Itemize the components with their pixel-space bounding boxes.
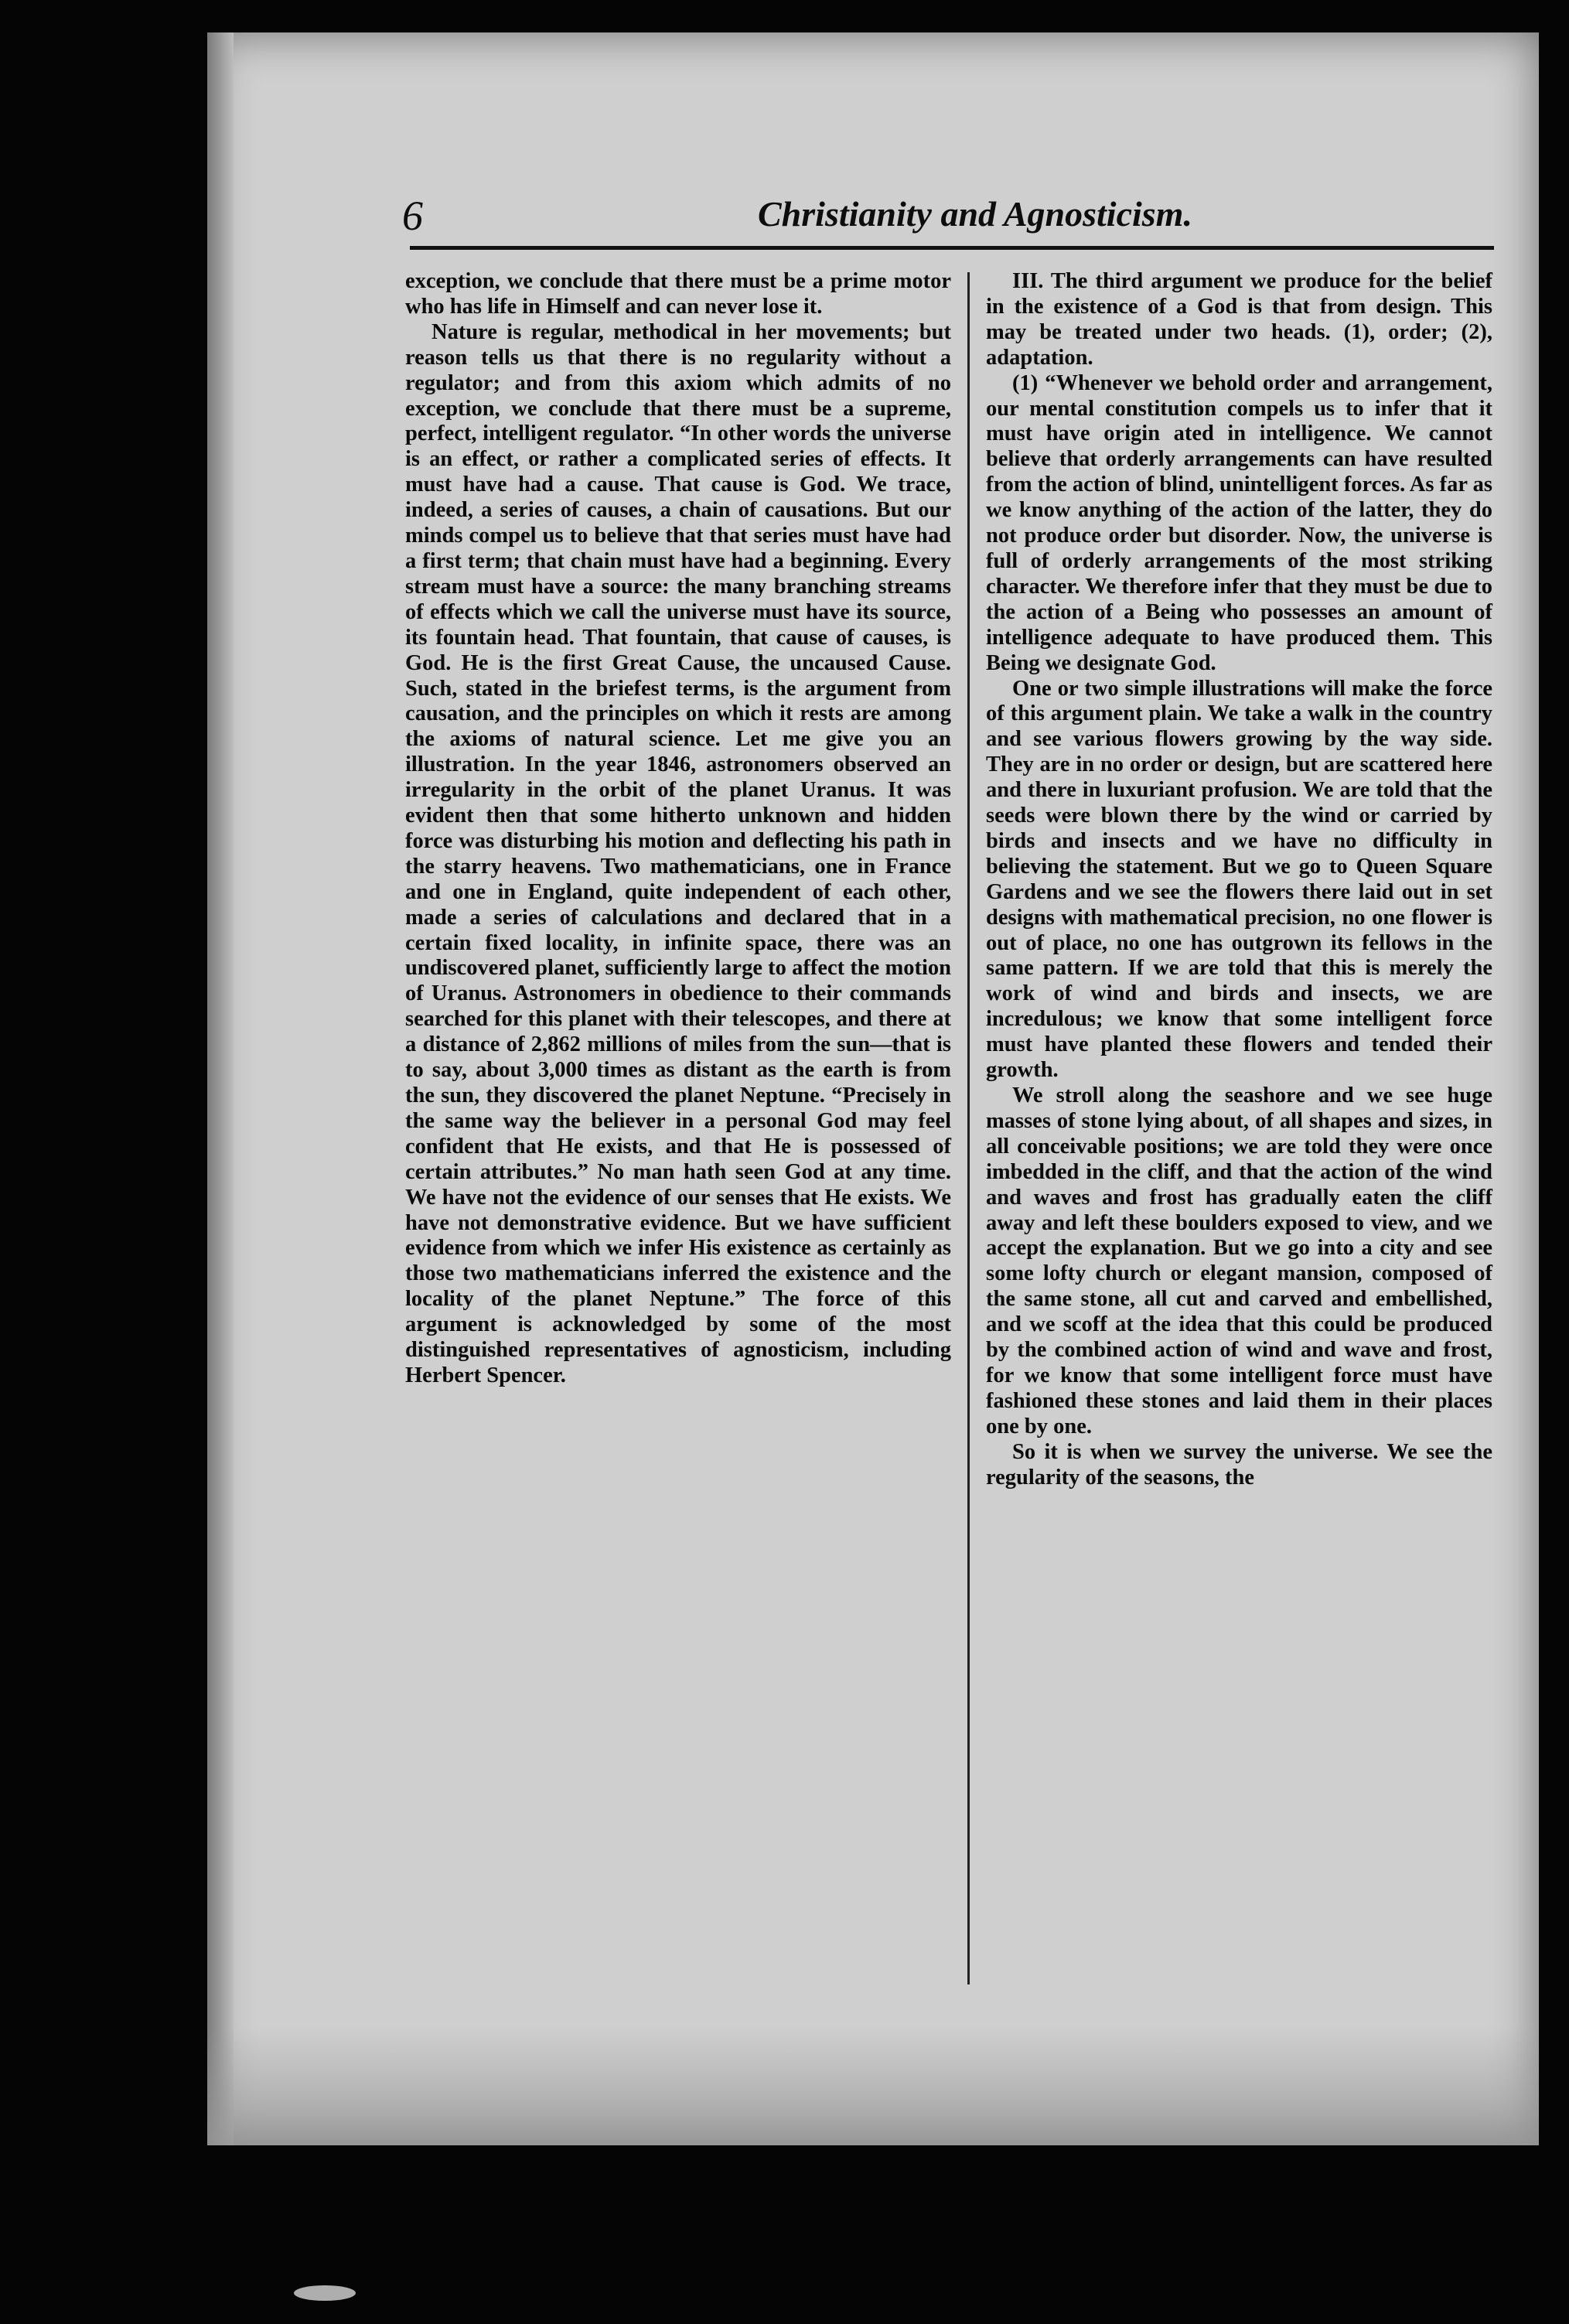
- left-paragraph-1: exception, we conclude that there must be a prime motor who has life in Himself and can never lose it.: [405, 269, 951, 319]
- right-paragraph-2: (1) “Whenever we behold order and arrangement, our mental constitution compels us to infer that it must have origin ated in intelligence. We cannot believe that orderly arrangements can have resulted from the action of blind, unintelligent forces. As far as we know anything of the action of the latter, they do not produce order but disorder. Now, the universe is full of orderly arrangements of the most striking character. We therefore infer that they must be due to the action of a Being who possesses an amount of intelligence adequate to have produced them. This Being we designate God.: [986, 370, 1492, 675]
- right-paragraph-4: We stroll along the seashore and we see huge masses of stone lying about, of all shapes and sizes, in all conceivable positions; we are told they were once imbedded in the cliff, and that the action of the wind and waves and frost has gradually eaten the cliff away and left these boulders exposed to view, and we accept the explanation. But we go into a city and see some lofty church or elegant mansion, composed of the same stone, all cut and carved and embellished, and we scoff at the idea that this could be produced by the combined action of wind and wave and frost, for we know that some intelligent force must have fashioned these stones and laid them in their places one by one.: [986, 1084, 1492, 1438]
- left-column: [405, 269, 951, 1389]
- column-divider: [967, 272, 970, 1984]
- page-bottom-shadow: [207, 2026, 1539, 2145]
- page-left-edge-shadow: [207, 32, 234, 2145]
- left-paragraph-2: Nature is regular, methodical in her movements; but reason tells us that there is no regularity without a regulator; and from this axiom which admits of no exception, we conclude that there must be a supreme, perfect, intelligent regulator. “In other words the universe is an effect, or rather a complicated series of effects. It must have had a cause. That cause is God. We trace, indeed, a series of causes, a chain of causations. But our minds compel us to believe that that series must have had a first term; that chain must have had a beginning. Every stream must have a source: the many branching streams of effects which we call the universe must have its source, its fountain head. That fountain, that cause of causes, is God. He is the first Great Cause, the uncaused Cause. Such, stated in the briefest terms, is the argument from causation, and the principles on which it rests are among the axioms of natural science. Let me give you an illustration. In the year 1846, astronomers observed an irregularity in the orbit of the planet Uranus. It was evident then that some hitherto unknown and hidden force was disturbing his motion and deflecting his path in the starry heavens. Two mathematicians, one in France and one in England, quite independent of each other, made a series of calculations and declared that in a certain fixed locality, in infinite space, there was an undiscovered planet, sufficiently large to affect the motion of Uranus. Astronomers in obedience to their commands searched for this planet with their telescopes, and there at a distance of 2,862 millions of miles from the sun—that is to say, about 3,000 times as distant as the earth is from the sun, they discovered the planet Neptune. “Precisely in the same way the believer in a personal God may feel confident that He exists, and that He is possessed of certain attributes.” No man hath seen God at any time. We have not the evidence of our senses that He exists. We have not demonstrative evidence. But we have sufficient evidence from which we infer His existence as certainly as those two mathematicians inferred the existence and the locality of the planet Neptune.” The force of this argument is acknowledged by some of the most distinguished representatives of agnosticism, including Herbert Spencer.: [405, 319, 951, 1387]
- running-title: Christianity and Agnosticism.: [758, 194, 1192, 234]
- page-number: 6: [402, 193, 423, 239]
- right-paragraph-1: III. The third argument we produce for the belief in the existence of a God is that from design. This may be treated under two heads. (1), order; (2), adaptation.: [986, 269, 1492, 370]
- right-column: [986, 269, 1492, 1491]
- scan-artifact: [294, 2285, 356, 2301]
- right-paragraph-3: One or two simple illustrations will make the force of this argument plain. We take a walk in the country and see various flowers growing by the way side. They are in no order or design, but are scattered here and there in luxuriant profusion. We are told that the seeds were blown there by the wind or carried by birds and insects and we have no difficulty in believing the statement. But we go to Queen Square Gardens and we see the flowers there laid out in set designs with mathematical precision, no one flower is out of place, no one has outgrown its fellows in the same pattern. If we are told that this is merely the work of wind and birds and insects, we are incredulous; we know that some intelligent force must have planted these flowers and tended their growth.: [986, 676, 1492, 1083]
- right-paragraph-5: So it is when we survey the universe. We see the regularity of the seasons, the: [986, 1439, 1492, 1490]
- header-rule: [410, 246, 1494, 250]
